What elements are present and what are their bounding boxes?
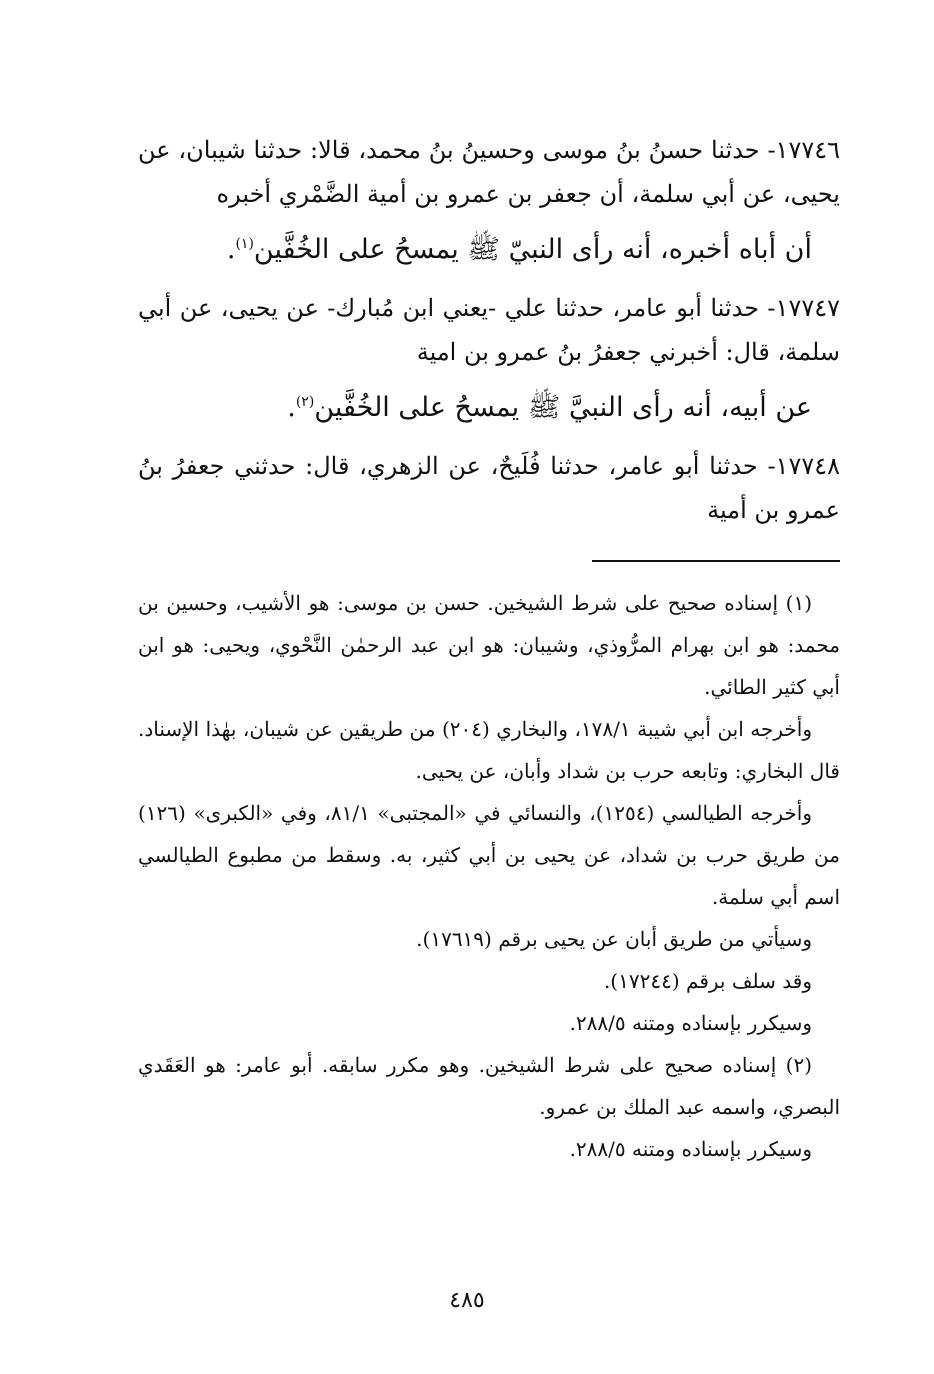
footnote-ref: (١) bbox=[235, 236, 254, 252]
book-page bbox=[138, 128, 840, 1308]
footnote-paragraph: وأخرجه الطيالسي (١٢٥٤)، والنسائي في «المجتبى» ٨١/١، وفي «الكبرى» (١٢٦) من طريق حرب بن شداد، عن يحيى بن أبي كثير، به. وسقط من مطبوع الطيالسي اسم أبي سلمة. bbox=[138, 801, 840, 909]
hadith-matn: عن أبيه، أنه رأى النبيَّ ﷺ يمسحُ على الخُفَّين$^{(٢)}$. bbox=[287, 392, 812, 423]
hadith-17748 bbox=[138, 444, 840, 532]
page-number: ٤٨٥ bbox=[449, 1288, 485, 1313]
footnote-paragraph: (٢) إسناده صحيح على شرط الشيخين. وهو مكرر سابقه. أبو عامر: هو العَقَدي البصري، واسمه عبد الملك بن عمرو. bbox=[138, 1053, 840, 1119]
hadith-isnad: ١٧٧٤٨- حدثنا أبو عامر، حدثنا فُلَيحٌ، عن الزهري، قال: حدثني جعفرُ بنُ عمرو بن أمية bbox=[138, 452, 840, 524]
footnotes bbox=[138, 582, 840, 1170]
footnote-line: وسيأتي من طريق أبان عن يحيى برقم (١٧٦١٩). bbox=[416, 927, 812, 951]
footnote-line: وسيكرر بإسناده ومتنه ٢٨٨/٥. bbox=[569, 1137, 812, 1161]
hadith-isnad: ١٧٧٤٧- حدثنا أبو عامر، حدثنا علي -يعني ابن مُبارك- عن يحيى، عن أبي سلمة، قال: أخبرني جعفرُ بنُ عمرو بن امية bbox=[138, 294, 840, 366]
footnote-paragraph: (١) إسناده صحيح على شرط الشيخين. حسن بن موسى: هو الأشيب، وحسين بن محمد: هو ابن بهرام المرُّوذي، وشيبان: هو ابن عبد الرحمٰن النَّحْوي، ويحيى: هو ابن أبي كثير الطائي. bbox=[138, 591, 840, 699]
hadith-matn-text: أن أباه أخبره، أنه رأى النبيّ ﷺ يمسحُ على الخُفَّين bbox=[253, 234, 812, 265]
footnote-divider bbox=[592, 560, 840, 562]
hadith-matn-text: عن أبيه، أنه رأى النبيَّ ﷺ يمسحُ على الخُفَّين bbox=[314, 392, 812, 423]
footnote-paragraph: وأخرجه ابن أبي شيبة ١٧٨/١، والبخاري (٢٠٤) من طريقين عن شيبان، بهٰذا الإسناد. قال البخاري: وتابعه حرب بن شداد وأبان، عن يحيى. bbox=[138, 717, 840, 783]
footnote-ref: (٢) bbox=[295, 394, 315, 410]
footnote-line: وقد سلف برقم (١٧٢٤٤). bbox=[603, 969, 812, 993]
hadith-isnad: ١٧٧٤٦- حدثنا حسنُ بنُ موسى وحسينُ بنُ محمد، قالا: حدثنا شيبان، عن يحيى، عن أبي سلمة، أن جعفر بن عمرو بن أمية الضَّمْري أخبره bbox=[138, 136, 840, 208]
hadith-matn: أن أباه أخبره، أنه رأى النبيّ ﷺ يمسحُ على الخُفَّين$^{(١)}$. bbox=[226, 234, 812, 265]
footnote-line: وسيكرر بإسناده ومتنه ٢٨٨/٥. bbox=[569, 1011, 812, 1035]
hadith-17747 bbox=[138, 286, 840, 436]
hadith-17746 bbox=[138, 128, 840, 278]
